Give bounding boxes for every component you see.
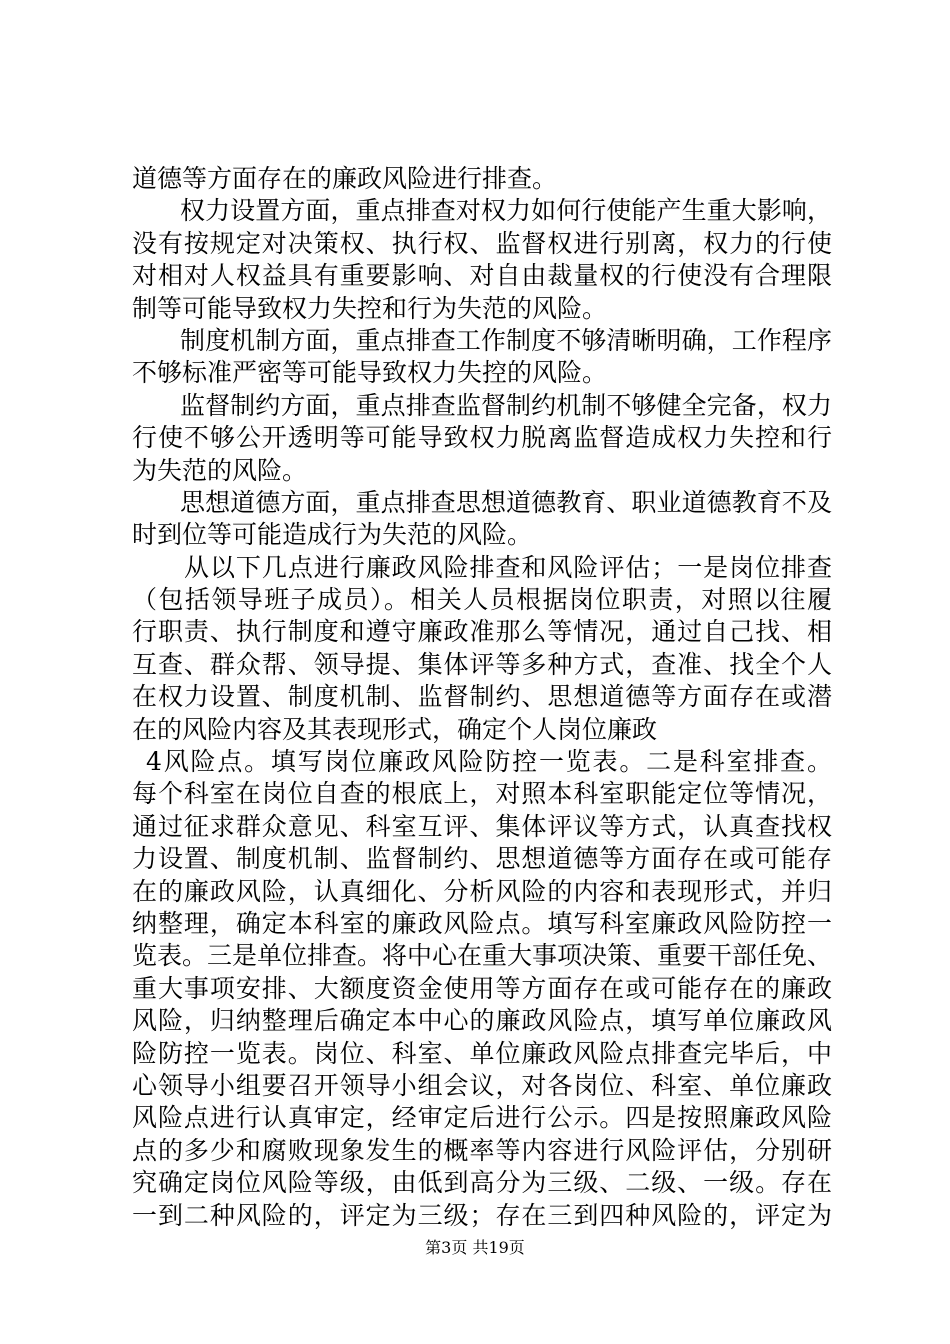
text-line: 在的廉政风险，认真细化、分析风险的内容和表现形式，并归	[132, 876, 832, 906]
text-line: 一到二种风险的，评定为三级；存在三到四种风险的，评定为	[132, 1200, 832, 1230]
text-line: 4风险点。填写岗位廉政风险防控一览表。二是科室排查。	[146, 747, 832, 777]
text-line: 在权力设置、制度机制、监督制约、思想道德等方面存在或潜	[132, 682, 832, 712]
text-line: 重大事项安排、大额度资金使用等方面存在或可能存在的廉政	[132, 973, 832, 1003]
text-line: 不够标准严密等可能导致权力失控的风险。	[132, 358, 608, 388]
text-line: 时到位等可能造成行为失范的风险。	[132, 520, 533, 550]
text-line: 每个科室在岗位自查的根底上，对照本科室职能定位等情况，	[132, 779, 832, 809]
text-line: 险防控一览表。岗位、科室、单位廉政风险点排查完毕后，中	[132, 1038, 832, 1068]
text-line: 权力设置方面，重点排查对权力如何行使能产生重大影响，	[180, 196, 832, 226]
text-line: 览表。三是单位排查。将中心在重大事项决策、重要干部任免、	[132, 941, 832, 971]
text-line: 纳整理，确定本科室的廉政风险点。填写科室廉政风险防控一	[132, 908, 832, 938]
text-line: 力设置、制度机制、监督制约、思想道德等方面存在或可能存	[132, 844, 832, 874]
text-line: 制等可能导致权力失控和行为失范的风险。	[132, 293, 608, 323]
text-line: 为失范的风险。	[132, 455, 308, 485]
text-line: 互查、群众帮、领导提、集体评等多种方式，查准、找全个人	[132, 649, 832, 679]
text-line: 心领导小组要召开领导小组会议，对各岗位、科室、单位廉政	[132, 1070, 832, 1100]
text-line: 道德等方面存在的廉政风险进行排查。	[132, 164, 558, 193]
text-line: 风险点进行认真审定，经审定后进行公示。四是按照廉政风险	[132, 1103, 832, 1133]
page-number-footer: 第3页 共19页	[425, 1238, 525, 1257]
text-line: （包括领导班子成员）。相关人员根据岗位职责，对照以往履	[132, 585, 832, 615]
text-line: 从以下几点进行廉政风险排查和风险评估；一是岗位排查	[184, 552, 832, 582]
text-line: 点的多少和腐败现象发生的概率等内容进行风险评估，分别研	[132, 1135, 832, 1165]
text-line: 行使不够公开透明等可能导致权力脱离监督造成权力失控和行	[132, 423, 832, 453]
text-line: 制度机制方面，重点排查工作制度不够清晰明确，工作程序	[180, 325, 832, 355]
text-line: 通过征求群众意见、科室互评、集体评议等方式，认真查找权	[132, 811, 832, 841]
text-line: 行职责、执行制度和遵守廉政准那么等情况，通过自己找、相	[132, 617, 832, 647]
text-line: 风险，归纳整理后确定本中心的廉政风险点，填写单位廉政风	[132, 1006, 832, 1036]
text-line: 没有按规定对决策权、执行权、监督权进行别离，权力的行使	[132, 228, 832, 258]
text-line: 在的风险内容及其表现形式，确定个人岗位廉政	[132, 714, 658, 744]
text-line: 思想道德方面，重点排查思想道德教育、职业道德教育不及	[180, 487, 832, 517]
text-line: 监督制约方面，重点排查监督制约机制不够健全完备，权力	[180, 390, 832, 420]
text-line: 对相对人权益具有重要影响、对自由裁量权的行使没有合理限	[132, 261, 832, 291]
document-body	[132, 163, 832, 1232]
text-line: 究确定岗位风险等级，由低到高分为三级、二级、一级。存在	[132, 1168, 832, 1198]
